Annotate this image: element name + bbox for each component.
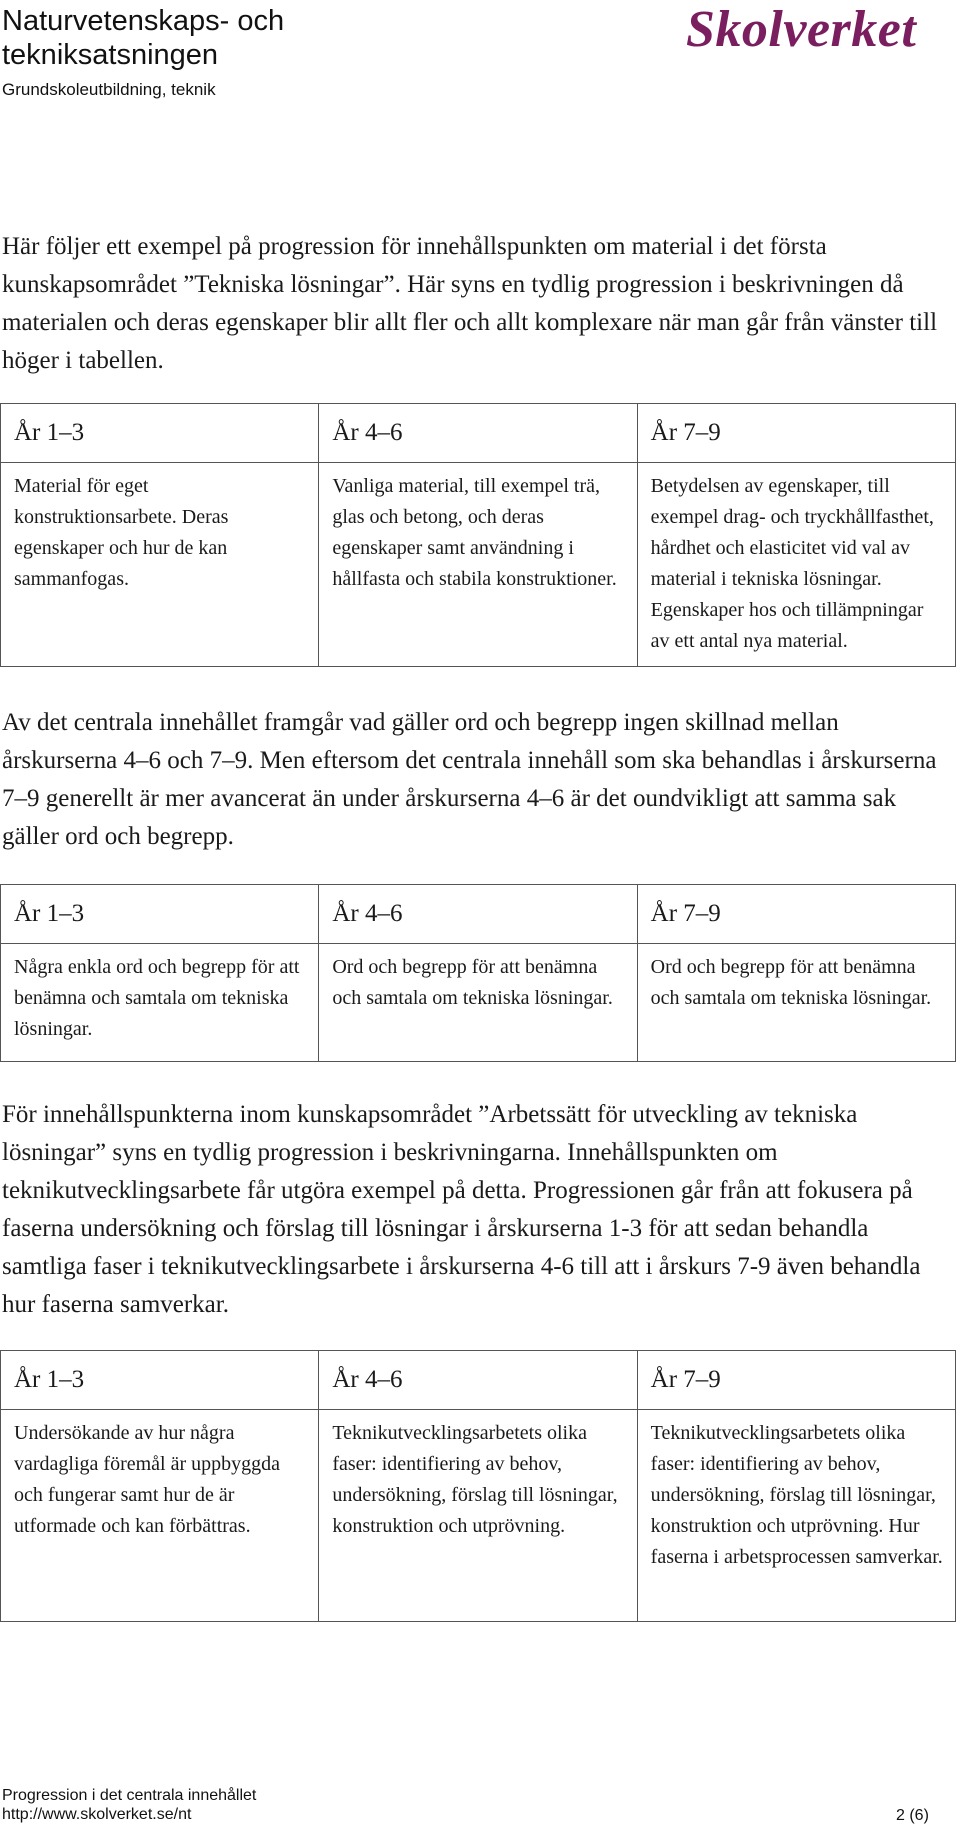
header-cell-year-1-3: År 1–3 [1, 404, 319, 463]
header-cell-year-1-3: År 1–3 [1, 885, 319, 944]
table-header-row [1, 1351, 956, 1410]
skolverket-logo: Skolverket [686, 1, 917, 58]
table-row [1, 1410, 956, 1622]
paragraph-working-methods: För innehållspunkterna inom kunskapsområdet ”Arbetssätt för utveckling av tekniska lösningar” syns en tydlig progression i beskrivningarna. Innehållspunkten om teknikutvecklingsarbete får utgöra exempel på detta. Progressionen går från att fokusera på faserna undersökning och förslag till lösningar i årskurserna 1-3 för att sedan behandla samtliga faser i teknikutvecklingsarbete i årskurserna 4-6 till att i årskurs 7-9 även behandla hur faserna samverkar. [2, 1101, 921, 1318]
intro-paragraph-material: Här följer ett exempel på progression för innehållspunkten om material i det första kunskapsområdet ”Tekniska lösningar”. Här syns en tydlig progression i beskrivningen då materialen och deras egenskaper blir allt fler och allt komplexare när man går från vänster till höger i tabellen. [2, 233, 938, 374]
progression-table-words [0, 884, 956, 1062]
header-cell-year-1-3: År 1–3 [1, 1351, 319, 1410]
table-cell-year-7-9: Teknikutvecklingsarbetets olika faser: identifiering av behov, undersökning, förslag till lösningar, konstruktion och utprövning. Hur faserna i arbetsprocessen samverkar. [637, 1410, 955, 1622]
table-cell-year-4-6: Ord och begrepp för att benämna och samtala om tekniska lösningar. [319, 944, 637, 1062]
header-cell-year-7-9: År 7–9 [637, 885, 955, 944]
table-row [1, 944, 956, 1062]
document-subtitle: Grundskoleutbildning, teknik [2, 80, 216, 99]
progression-table-development [0, 1350, 956, 1622]
page-number: 2 (6) [896, 1807, 929, 1824]
header-cell-year-4-6: År 4–6 [319, 404, 637, 463]
footer-url[interactable]: http://www.skolverket.se/nt [2, 1806, 192, 1823]
table-cell-year-7-9: Betydelsen av egenskaper, till exempel drag- och tryckhållfasthet, hårdhet och elasticitet vid val av material i tekniska lösningar. Egenskaper hos och tillämpningar av ett antal nya material. [637, 463, 955, 667]
progression-table-material [0, 403, 956, 667]
paragraph-words-concepts: Av det centrala innehållet framgår vad gäller ord och begrepp ingen skillnad mellan årskurserna 4–6 och 7–9. Men eftersom det centrala innehåll som ska behandlas i årskurserna 7–9 generellt är mer avancerat än under årskurserna 4–6 är det oundvikligt att samma sak gäller ord och begrepp. [2, 709, 937, 850]
header-cell-year-7-9: År 7–9 [637, 1351, 955, 1410]
table-cell-year-1-3: Några enkla ord och begrepp för att benämna och samtala om tekniska lösningar. [1, 944, 319, 1062]
table-cell-year-4-6: Teknikutvecklingsarbetets olika faser: identifiering av behov, undersökning, förslag till lösningar, konstruktion och utprövning. [319, 1410, 637, 1622]
table-cell-year-1-3: Undersökande av hur några vardagliga föremål är uppbyggda och fungerar samt hur de är utformade och kan förbättras. [1, 1410, 319, 1622]
table-row [1, 463, 956, 667]
table-cell-year-4-6: Vanliga material, till exempel trä, glas och betong, och deras egenskaper samt användning i hållfasta och stabila konstruktioner. [319, 463, 637, 667]
table-cell-year-7-9: Ord och begrepp för att benämna och samtala om tekniska lösningar. [637, 944, 955, 1062]
document-title: Naturvetenskaps- och tekniksatsningen [2, 5, 285, 71]
footer-info [2, 1786, 256, 1824]
table-header-row [1, 404, 956, 463]
header-cell-year-7-9: År 7–9 [637, 404, 955, 463]
table-header-row [1, 885, 956, 944]
footer-doc-title: Progression i det centrala innehållet [2, 1787, 257, 1804]
table-cell-year-1-3: Material för eget konstruktionsarbete. Deras egenskaper och hur de kan sammanfogas. [1, 463, 319, 667]
header-cell-year-4-6: År 4–6 [319, 885, 637, 944]
header-cell-year-4-6: År 4–6 [319, 1351, 637, 1410]
